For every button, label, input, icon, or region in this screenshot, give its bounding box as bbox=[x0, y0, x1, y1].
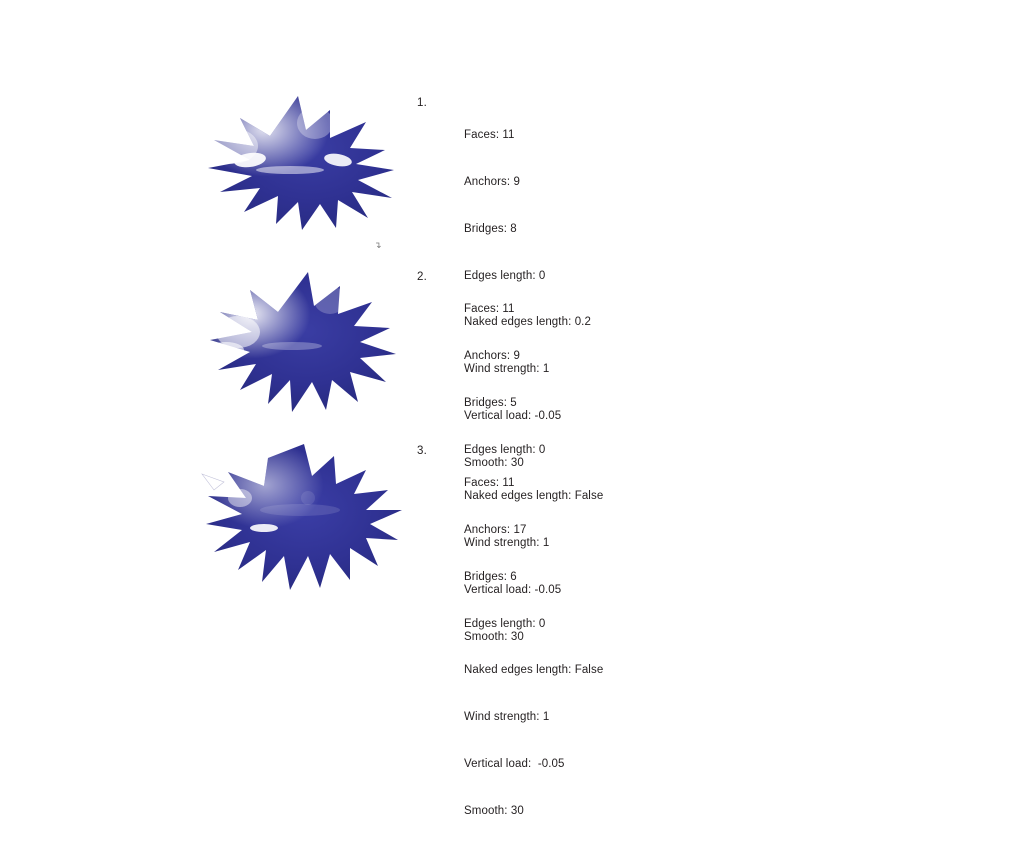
spiky-mesh-figure-2 bbox=[180, 262, 430, 432]
spec-bridges: Bridges: 5 bbox=[464, 396, 517, 409]
spec-wind-strength: Wind strength: 1 bbox=[464, 537, 550, 550]
spec-faces: Faces: 11 bbox=[464, 477, 515, 490]
spec-smooth: Smooth: 30 bbox=[464, 630, 524, 643]
spec-bridges: Bridges: 8 bbox=[464, 222, 517, 235]
spec-vertical-load: Vertical load: -0.05 bbox=[464, 757, 565, 770]
spec-edges-length: Edges length: 0 bbox=[464, 269, 546, 282]
spec-naked-edges-length: Naked edges length: 0.2 bbox=[464, 316, 591, 329]
spec-anchors: Anchors: 17 bbox=[464, 523, 527, 536]
spiky-mesh-figure-3 bbox=[180, 436, 430, 606]
spec-anchors: Anchors: 9 bbox=[464, 175, 520, 188]
entry-index-1: 1. bbox=[417, 97, 427, 109]
spec-smooth: Smooth: 30 bbox=[464, 804, 524, 817]
spec-smooth: Smooth: 30 bbox=[464, 456, 524, 469]
spec-naked-edges-length: Naked edges length: False bbox=[464, 664, 604, 677]
spec-edges-length: Edges length: 0 bbox=[464, 617, 546, 630]
spec-edges-length: Edges length: 0 bbox=[464, 443, 546, 456]
spec-bridges: Bridges: 6 bbox=[464, 570, 517, 583]
spec-vertical-load: Vertical load: -0.05 bbox=[464, 409, 562, 422]
spec-vertical-load: Vertical load: -0.05 bbox=[464, 583, 562, 596]
spec-anchors: Anchors: 9 bbox=[464, 349, 520, 362]
spec-faces: Faces: 11 bbox=[464, 129, 515, 142]
spec-naked-edges-length: Naked edges length: False bbox=[464, 490, 604, 503]
entry-specs-3 bbox=[464, 445, 603, 850]
spec-faces: Faces: 11 bbox=[464, 303, 515, 316]
entry-index-2: 2. bbox=[417, 271, 427, 283]
spec-wind-strength: Wind strength: 1 bbox=[464, 363, 550, 376]
spec-wind-strength: Wind strength: 1 bbox=[464, 711, 550, 724]
spiky-mesh-figure-1 bbox=[180, 88, 430, 258]
entry-index-3: 3. bbox=[417, 445, 427, 457]
stray-mark-1: ↴ bbox=[374, 240, 382, 250]
